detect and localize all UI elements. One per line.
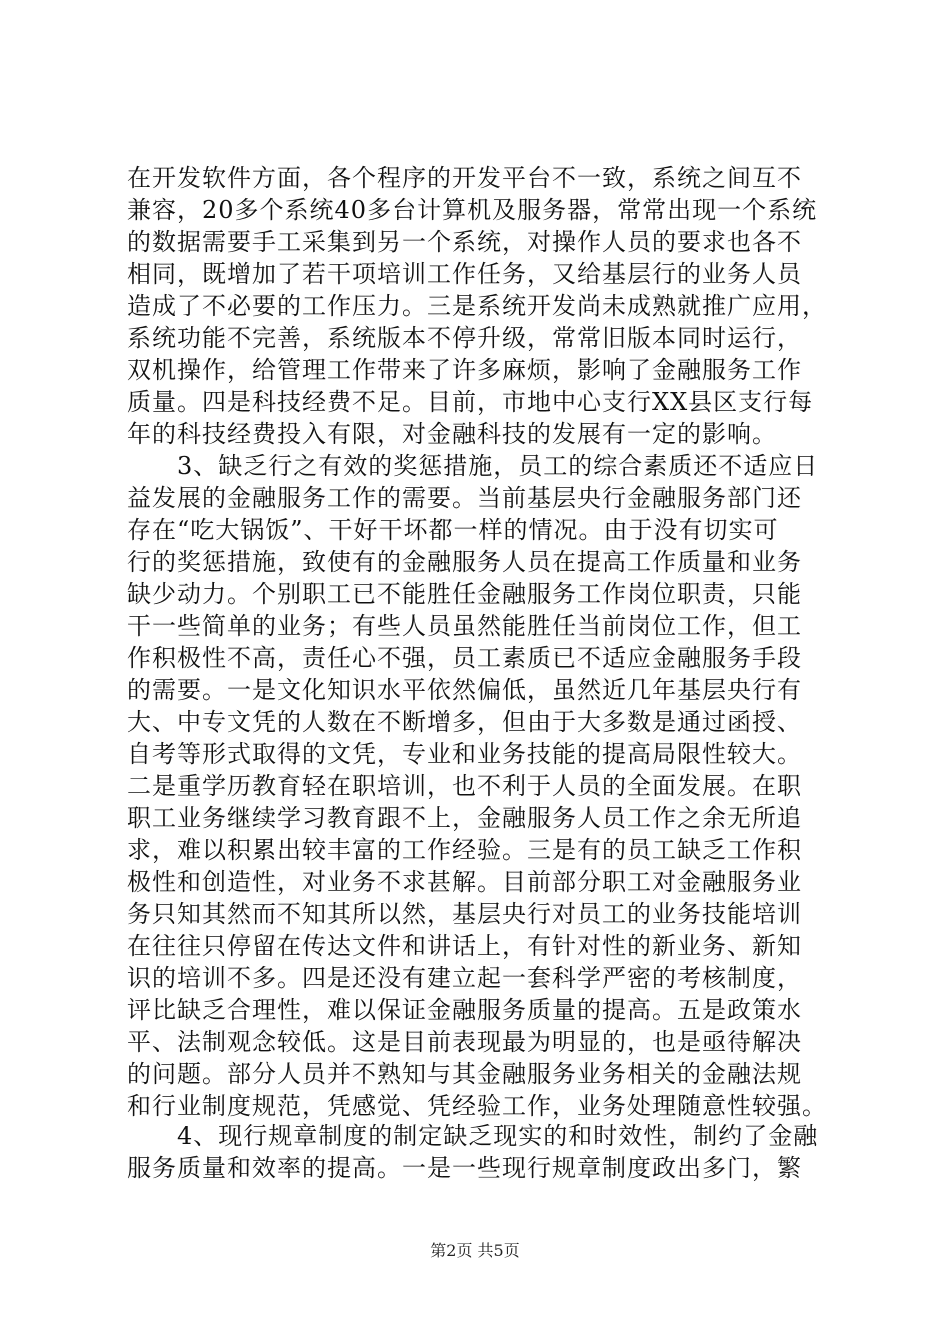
text-line: 识的培训不多。四是还没有建立起一套科学严密的考核制度， [127, 964, 802, 992]
text-line: 大、中专文凭的人数在不断增多，但由于大多数是通过函授、 [127, 708, 802, 736]
text-line: 在往往只停留在传达文件和讲话上，有针对性的新业务、新知 [127, 932, 802, 960]
text-line: 在开发软件方面，各个程序的开发平台不一致，系统之间互不 [127, 164, 802, 192]
text-line: 兼容，20多个系统40多台计算机及服务器，常常出现一个系统 [127, 196, 818, 224]
body-text-block [127, 162, 827, 1122]
body-text-block-2 [127, 1120, 827, 1184]
page-number-footer: 第2页 共5页 [430, 1241, 520, 1260]
text-line: 的数据需要手工采集到另一个系统，对操作人员的要求也各不 [127, 228, 802, 256]
text-line: 求，难以积累出较丰富的工作经验。三是有的员工缺乏工作积 [127, 836, 802, 864]
text-line: 二是重学历教育轻在职培训，也不利于人员的全面发展。在职 [127, 772, 802, 800]
text-line: 双机操作，给管理工作带来了许多麻烦，影响了金融服务工作 [127, 356, 802, 384]
text-line: 平、法制观念较低。这是目前表现最为明显的，也是亟待解决 [127, 1028, 802, 1056]
text-line: 评比缺乏合理性，难以保证金融服务质量的提高。五是政策水 [127, 996, 802, 1024]
text-line: 相同，既增加了若干项培训工作任务，又给基层行的业务人员 [127, 260, 802, 288]
text-line: 4、现行规章制度的制定缺乏现实的和时效性，制约了金融 [127, 1122, 819, 1150]
text-line: 极性和创造性，对业务不求甚解。目前部分职工对金融服务业 [127, 868, 802, 896]
text-line: 职工业务继续学习教育跟不上，金融服务人员工作之余无所追 [127, 804, 802, 832]
text-line: 自考等形式取得的文凭，专业和业务技能的提高局限性较大。 [127, 740, 802, 768]
text-line: 年的科技经费投入有限，对金融科技的发展有一定的影响。 [127, 420, 777, 448]
text-line: 服务质量和效率的提高。一是一些现行规章制度政出多门，繁 [127, 1154, 802, 1182]
text-line: 缺少动力。个别职工已不能胜任金融服务工作岗位职责，只能 [127, 580, 802, 608]
text-line: 益发展的金融服务工作的需要。当前基层央行金融服务部门还 [127, 484, 802, 512]
text-line: 的需要。一是文化知识水平依然偏低，虽然近几年基层央行有 [127, 676, 802, 704]
text-line: 务只知其然而不知其所以然，基层央行对员工的业务技能培训 [127, 900, 802, 928]
text-line: 3、缺乏行之有效的奖惩措施，员工的综合素质还不适应日 [127, 452, 819, 480]
text-line: 干一些简单的业务；有些人员虽然能胜任当前岗位工作，但工 [127, 612, 802, 640]
text-line: 和行业制度规范，凭感觉、凭经验工作，业务处理随意性较强。 [127, 1092, 827, 1120]
text-line: 存在“吃大锅饭”、干好干坏都一样的情况。由于没有切实可 [127, 516, 779, 544]
text-line: 行的奖惩措施，致使有的金融服务人员在提高工作质量和业务 [127, 548, 802, 576]
text-line: 质量。四是科技经费不足。目前，市地中心支行XX县区支行每 [127, 388, 814, 416]
text-line: 造成了不必要的工作压力。三是系统开发尚未成熟就推广应用， [127, 292, 827, 320]
text-line: 的问题。部分人员并不熟知与其金融服务业务相关的金融法规 [127, 1060, 802, 1088]
text-line: 系统功能不完善，系统版本不停升级，常常旧版本同时运行， [127, 324, 802, 352]
text-line: 作积极性不高，责任心不强，员工素质已不适应金融服务手段 [127, 644, 802, 672]
